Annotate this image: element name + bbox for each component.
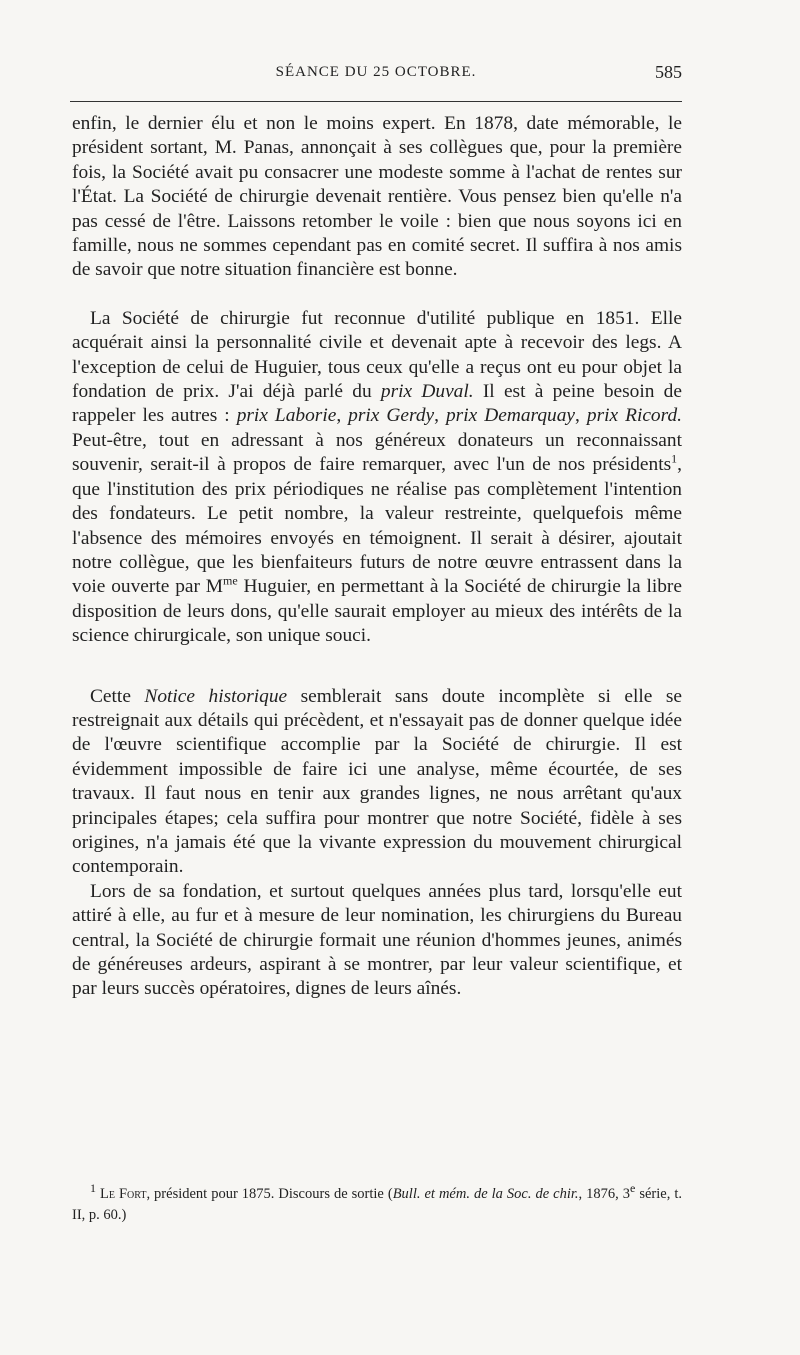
body-text <box>72 112 682 1002</box>
footnote-author: Le Fort <box>100 1186 147 1202</box>
running-title: SÉANCE DU 25 OCTOBRE. <box>275 64 477 80</box>
paragraph-4: Lors de sa fondation, et surtout quelques années plus tard, lorsqu'elle eut attiré à elle, au fur et à mesure de leur nomination, les chirurgiens du Bureau central, la Société de chirurgie formait une réunion d'hommes jeunes, animés de généreuses ardeurs, aspirant à se montrer, par leur valeur scientifique, et par leurs succès opératoires, dignes de leurs aînés. <box>72 880 682 1000</box>
footnote: $^1$ Le Fort, président pour 1875. Discours de sortie (Bull. et mém. de la Soc. de chir., 1876, 3e série, t. II, p. 60.) <box>72 1181 683 1223</box>
paragraph-3: Cette Notice historique semblerait sans doute incomplète si elle se restreignait aux détails qui précèdent, et n'essayait pas de donner quelque idée de l'œuvre scientifique accomplie par la Société de chirurgie. Il est évidemment impossible de faire ici une analyse, même écourtée, de ses travaux. Il faut nous en tenir aux grandes lignes, ne nous arrêtant qu'aux principales étapes; cela suffira pour montrer que notre Société, fidèle à ses origines, n'a jamais été que la vivante expression du mouvement chirurgical contemporain. <box>72 685 682 878</box>
footnote-marker: 1 <box>90 1181 96 1196</box>
running-header <box>70 62 682 88</box>
footnote-reference: 1 <box>671 451 678 466</box>
mme-superscript: me <box>223 573 238 588</box>
header-rule <box>70 101 682 102</box>
footnote-journal: Bull. et mém. de la Soc. de chir. <box>392 1186 579 1202</box>
paragraph-1: enfin, le dernier élu et non le moins expert. En 1878, date mémorable, le président sortant, M. Panas, annonçait à ses collègues que, pour la première fois, la Société avait pu consacrer une modeste somme à l'achat de rentes sur l'État. La Société de chirurgie devenait rentière. Vous pensez bien qu'elle n'a pas cessé de l'être. Laissons retomber le voile : bien que nous soyons ici en famille, nous ne sommes cependant pas en comité secret. Il suffira à nos amis de savoir que notre situation financière est bonne. <box>72 113 682 281</box>
prix-duval: prix Duval. <box>380 381 474 403</box>
prix-gerdy: prix Gerdy <box>348 405 435 427</box>
page-number: 585 <box>655 62 682 82</box>
paragraph-2: La Société de chirurgie fut reconnue d'utilité publique en 1851. Elle acquérait ainsi la personnalité civile et devenait apte à recevoir des legs. A l'exception de celui de Huguier, tous ceux qu'elle a reçus ont eu pour objet la fondation de prix. J'ai déjà parlé du prix Duval. Il est à peine besoin de rappeler les autres : prix Laborie, prix Gerdy, prix Demarquay, prix Ricord. Peut-être, tout en adressant à nos généreux donateurs un reconnaissant souvenir, serait-il à propos de faire remarquer, avec l'un de nos présidents$^1$, que l'institution des prix périodiques ne réalise pas complètement l'intention des fondateurs. Le petit nombre, la valeur restreinte, quelquefois même l'absence des mémoires envoyés en témoignent. Il serait à désirer, ajoutait notre collègue, que les bienfaiteurs futurs de notre œuvre entrassent dans la voie ouverte par $M^{me}$ Huguier, en permettant à la Société de chirurgie la libre disposition de leurs dons, qu'elle saurait employer au mieux des intérêts de la science chirurgicale, son unique souci. <box>72 307 682 647</box>
prix-laborie: prix Laborie <box>236 405 337 427</box>
prix-demarquay: prix Demarquay <box>445 405 576 427</box>
prix-ricord: prix Ricord. <box>586 405 682 427</box>
notice-historique: Notice historique <box>144 685 288 707</box>
